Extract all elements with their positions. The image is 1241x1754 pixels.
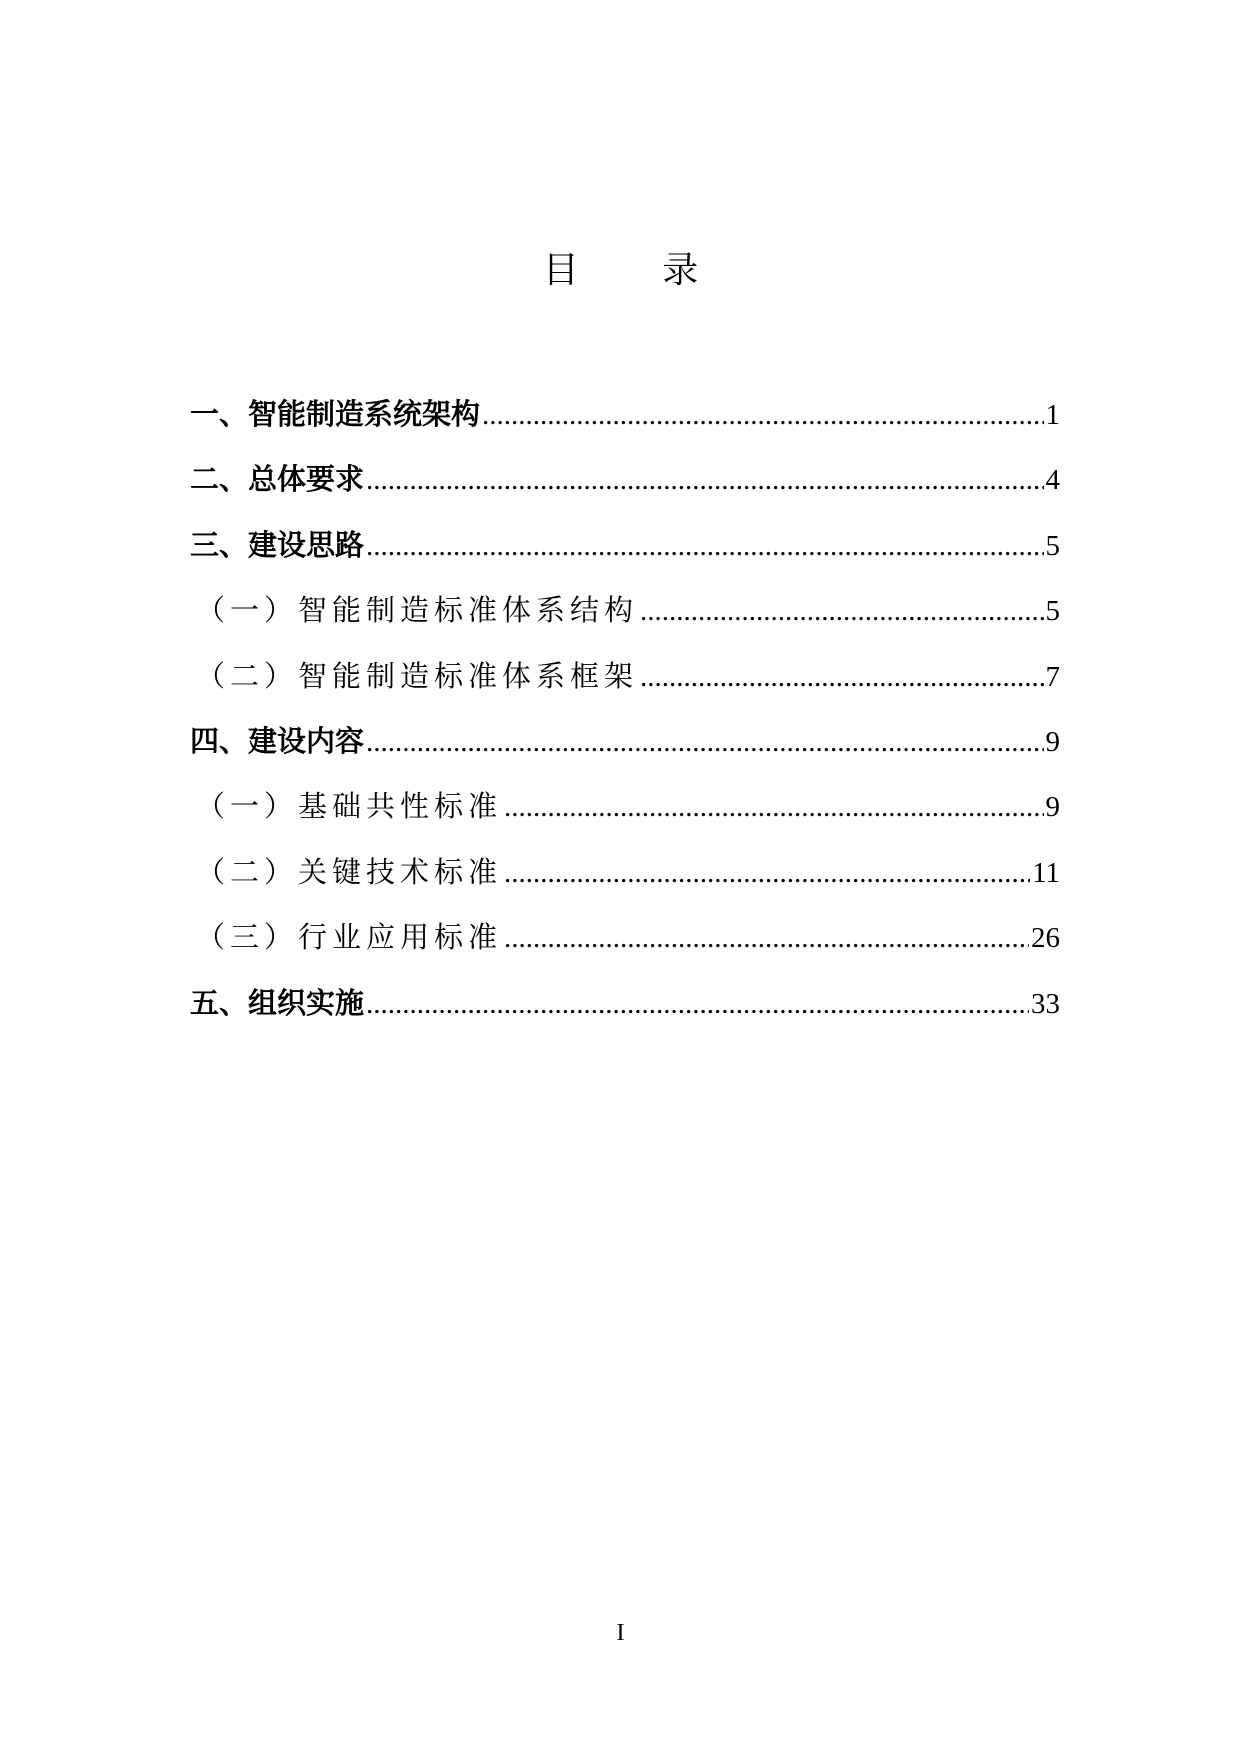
toc-entry-page: 5 xyxy=(1045,529,1060,562)
toc-entry-page: 9 xyxy=(1045,791,1060,824)
dot-leader xyxy=(366,726,1043,759)
toc-entry-page: 9 xyxy=(1045,725,1060,758)
toc-entry-label: （一）智能制造标准体系结构 xyxy=(196,593,639,628)
toc-entry-page: 11 xyxy=(1032,856,1060,889)
toc-entry-label: 四、建设内容 xyxy=(190,723,365,758)
toc-entry-page: 4 xyxy=(1045,464,1060,497)
dot-leader xyxy=(504,857,1030,890)
toc-entry-label: （一）基础共性标准 xyxy=(196,789,503,824)
toc-subentry[interactable] xyxy=(190,654,1060,719)
toc-entry-page: 5 xyxy=(1045,595,1060,628)
dot-leader xyxy=(504,791,1043,824)
dot-leader xyxy=(366,464,1043,497)
table-of-contents xyxy=(190,392,1060,1046)
toc-entry-label: （三）行业应用标准 xyxy=(196,920,503,955)
toc-entry[interactable] xyxy=(190,523,1060,588)
toc-entry[interactable] xyxy=(190,392,1060,457)
page-title: 目 录 xyxy=(542,250,735,291)
toc-subentry[interactable] xyxy=(190,784,1060,849)
toc-entry-label: 五、组织实施 xyxy=(190,985,365,1020)
toc-entry-page: 33 xyxy=(1031,987,1060,1020)
toc-entry-label: 一、智能制造系统架构 xyxy=(190,397,481,431)
dot-leader xyxy=(640,595,1043,628)
toc-subentry[interactable] xyxy=(190,915,1060,980)
toc-entry-page: 7 xyxy=(1045,660,1060,693)
toc-subentry[interactable] xyxy=(190,588,1060,653)
toc-entry-page: 26 xyxy=(1031,922,1060,955)
toc-subentry[interactable] xyxy=(190,850,1060,915)
dot-leader xyxy=(366,530,1043,563)
toc-entry-label: （二）智能制造标准体系框架 xyxy=(196,658,639,693)
dot-leader xyxy=(640,661,1043,694)
dot-leader xyxy=(366,988,1029,1021)
page-number: I xyxy=(616,1620,625,1646)
toc-entry-page: 1 xyxy=(1045,399,1060,431)
toc-entry[interactable] xyxy=(190,457,1060,522)
toc-entry-label: 三、建设思路 xyxy=(190,527,365,562)
toc-entry-label: （二）关键技术标准 xyxy=(196,854,503,889)
dot-leader xyxy=(504,922,1029,955)
toc-entry[interactable] xyxy=(190,719,1060,784)
toc-entry[interactable] xyxy=(190,981,1060,1046)
dot-leader xyxy=(482,399,1043,432)
toc-entry-label: 二、总体要求 xyxy=(190,462,365,497)
